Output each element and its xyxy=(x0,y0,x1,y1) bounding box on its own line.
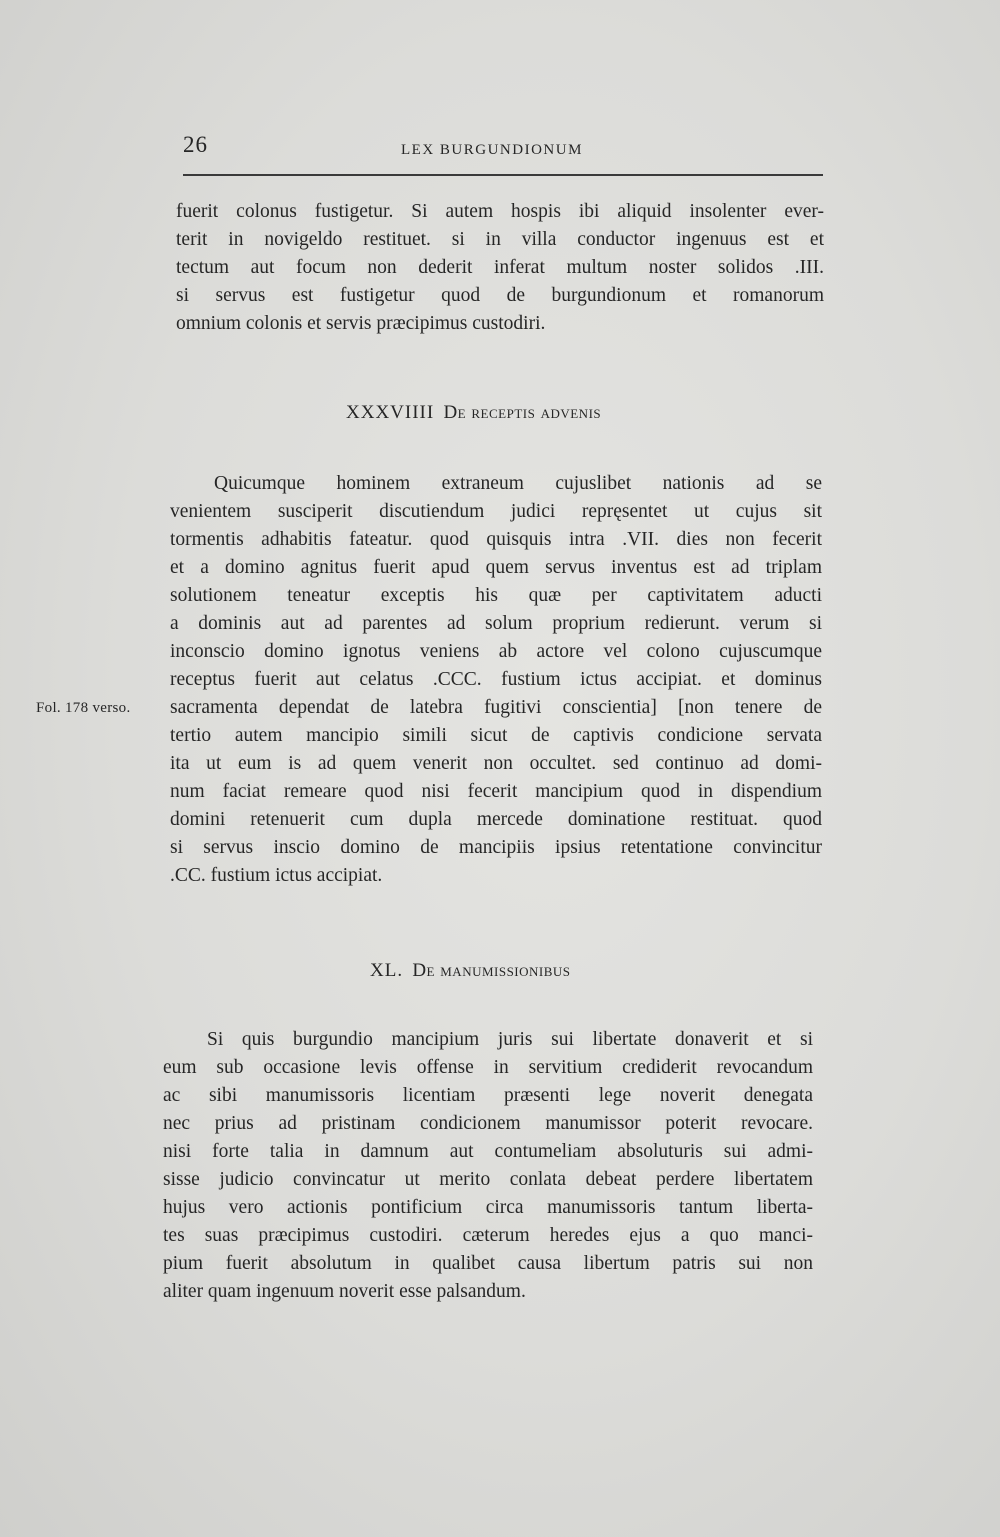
text-line: tectum aut focum non dederit inferat multum noster solidos .III. xyxy=(176,257,824,278)
text-line: pium fuerit absolutum in qualibet causa libertum patris sui non xyxy=(163,1253,813,1274)
text-line: receptus fuerit aut celatus .CCC. fustium ictus accipiat. et dominus xyxy=(170,669,822,690)
section-heading-xxxviiii xyxy=(346,402,601,424)
text-line: inconscio domino ignotus veniens ab actore vel colono cujuscumque xyxy=(170,641,822,662)
text-line: omnium colonis et servis præcipimus custodiri. xyxy=(176,313,546,334)
text-line: tertio autem mancipio simili sicut de captivis condicione servata xyxy=(170,725,822,746)
text-line: .CC. fustium ictus accipiat. xyxy=(170,865,383,886)
paragraph-2 xyxy=(170,470,822,890)
text-line: et a domino agnitus fuerit apud quem servus inventus est ad triplam xyxy=(170,557,822,578)
section-number: XXXVIIII xyxy=(346,402,435,423)
text-line: nec prius ad pristinam condicionem manumissor poterit revocare. xyxy=(163,1113,813,1134)
text-line: sacramenta dependat de latebra fugitivi conscientia] [non tenere de xyxy=(170,697,822,718)
text-line: si servus est fustigetur quod de burgundionum et romanorum xyxy=(176,285,824,306)
text-line: num faciat remeare quod nisi fecerit mancipium quod in dispendium xyxy=(170,781,822,802)
text-line: sisse judicio convincatur ut merito conlata debeat perdere libertatem xyxy=(163,1169,813,1190)
margin-note-folio: Fol. 178 verso. xyxy=(36,700,131,716)
text-line: aliter quam ingenuum noverit esse palsandum. xyxy=(163,1281,526,1302)
text-line: venientem susciperit discutiendum judici repręsentet ut cujus sit xyxy=(170,501,822,522)
paragraph-1 xyxy=(176,198,824,338)
header-rule xyxy=(183,174,823,176)
page-number: 26 xyxy=(183,132,208,157)
section-title: De manumissionibus xyxy=(412,960,571,981)
text-line: tes suas præcipimus custodiri. cæterum heredes ejus a quo manci- xyxy=(163,1225,813,1246)
text-line: tormentis adhabitis fateatur. quod quisquis intra .VII. dies non fecerit xyxy=(170,529,822,550)
page-header xyxy=(183,132,823,172)
text-line: domini retenuerit cum dupla mercede dominatione restituat. quod xyxy=(170,809,822,830)
text-line: Si quis burgundio mancipium juris sui libertate donaverit et si xyxy=(207,1029,813,1050)
text-line: Quicumque hominem extraneum cujuslibet nationis ad se xyxy=(214,473,822,494)
text-line: si servus inscio domino de mancipiis ipsius retentatione convincitur xyxy=(170,837,822,858)
running-head: LEX BURGUNDIONUM xyxy=(401,142,583,158)
text-line: nisi forte talia in damnum aut contumeliam absoluturis sui admi- xyxy=(163,1141,813,1162)
text-line: a dominis aut ad parentes ad solum proprium redierunt. verum si xyxy=(170,613,822,634)
section-title: De receptis advenis xyxy=(443,402,602,423)
text-line: ac sibi manumissoris licentiam præsenti lege noverit denegata xyxy=(163,1085,813,1106)
section-number: XL. xyxy=(370,960,404,981)
text-line: ita ut eum is ad quem venerit non occultet. sed continuo ad domi- xyxy=(170,753,822,774)
text-line: eum sub occasione levis offense in servitium crediderit revocandum xyxy=(163,1057,813,1078)
paragraph-3 xyxy=(163,1026,813,1306)
section-heading-xl xyxy=(370,960,571,982)
text-line: terit in novigeldo restituet. si in villa conductor ingenuus est et xyxy=(176,229,824,250)
text-line: solutionem teneatur exceptis his quæ per captivitatem aducti xyxy=(170,585,822,606)
text-line: fuerit colonus fustigetur. Si autem hospis ibi aliquid insolenter ever- xyxy=(176,201,824,222)
text-line: hujus vero actionis pontificium circa manumissoris tantum liberta- xyxy=(163,1197,813,1218)
